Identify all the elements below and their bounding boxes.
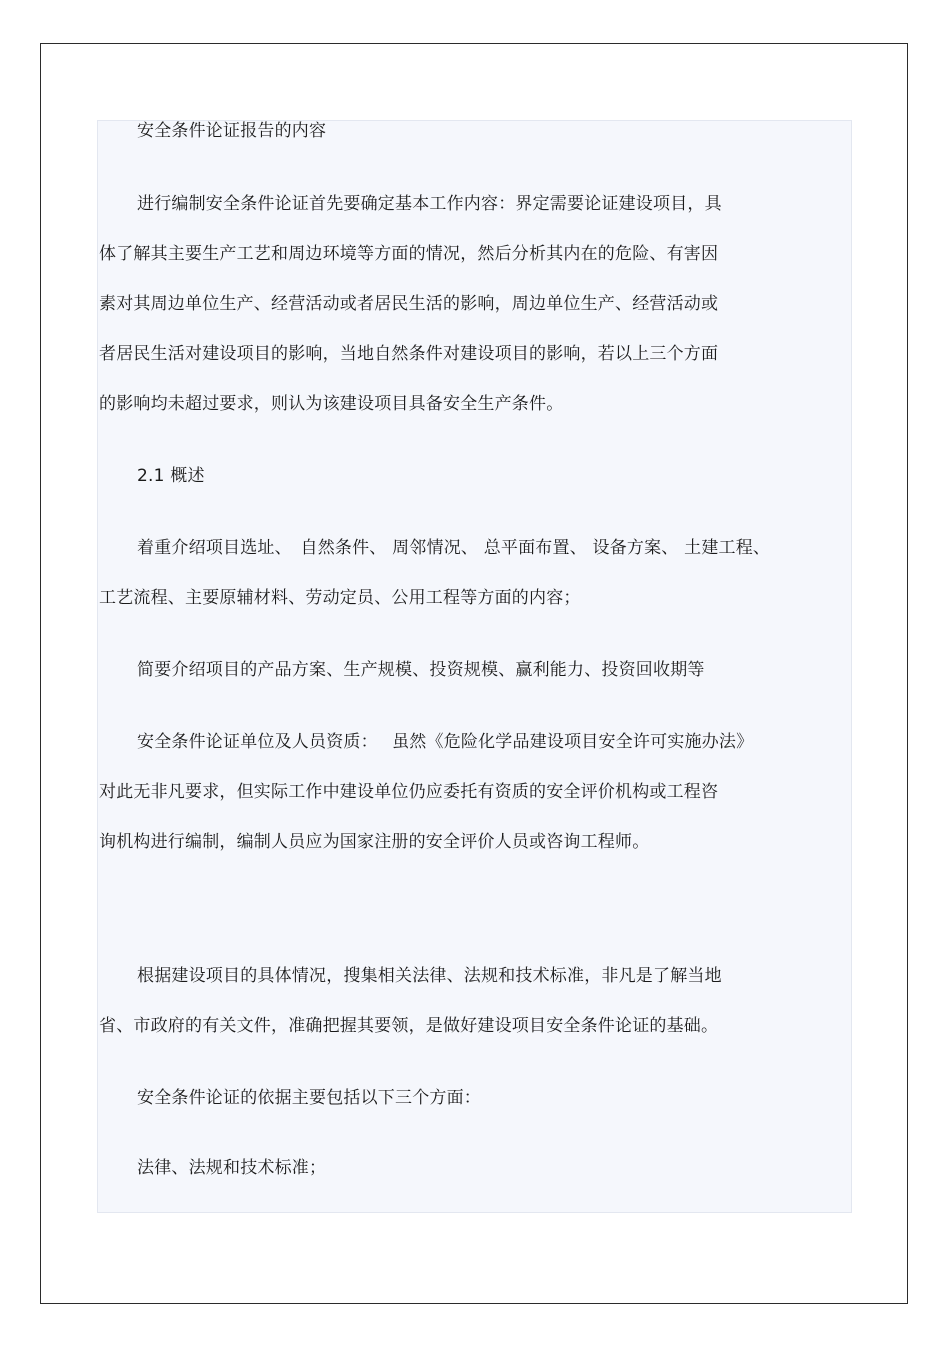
paragraph-line: 根据建设项目的具体情况，搜集相关法律、法规和技术标准，非凡是了解当地 bbox=[137, 966, 722, 986]
paragraph-line: 着重介绍项目选址、 自然条件、 周邻情况、 总平面布置、 设备方案、 土建工程、 bbox=[137, 538, 771, 558]
paragraph-line: 安全条件论证的依据主要包括以下三个方面： bbox=[137, 1088, 481, 1108]
paragraph-line: 法律、法规和技术标准； bbox=[137, 1158, 327, 1178]
paragraph-line: 进行编制安全条件论证首先要确定基本工作内容：界定需要论证建设项目，具 bbox=[137, 194, 722, 214]
paragraph-line: 的影响均未超过要求，则认为该建设项目具备安全生产条件。 bbox=[99, 394, 564, 414]
paragraph-line: 工艺流程、主要原辅材料、劳动定员、公用工程等方面的内容； bbox=[99, 588, 581, 608]
paragraph-line: 素对其周边单位生产、经营活动或者居民生活的影响，周边单位生产、经营活动或 bbox=[99, 294, 719, 314]
paragraph-line: 简要介绍项目的产品方案、生产规模、投资规模、赢利能力、投资回收期等 bbox=[137, 660, 705, 680]
paragraph-line: 询机构进行编制，编制人员应为国家注册的安全评价人员或咨询工程师。 bbox=[99, 832, 650, 852]
section-heading: 2.1 概述 bbox=[137, 466, 205, 486]
section-title: 安全条件论证报告的内容 bbox=[137, 121, 327, 141]
paragraph-line: 体了解其主要生产工艺和周边环境等方面的情况，然后分析其内在的危险、有害因 bbox=[99, 244, 719, 264]
paragraph-line: 者居民生活对建设项目的影响，当地自然条件对建设项目的影响，若以上三个方面 bbox=[99, 344, 719, 364]
paragraph-line: 省、市政府的有关文件，准确把握其要领，是做好建设项目安全条件论证的基础。 bbox=[99, 1016, 719, 1036]
paragraph-line: 安全条件论证单位及人员资质： 虽然《危险化学品建设项目安全许可实施办法》 bbox=[137, 732, 754, 752]
paragraph-line: 对此无非凡要求，但实际工作中建设单位仍应委托有资质的安全评价机构或工程咨 bbox=[99, 782, 719, 802]
